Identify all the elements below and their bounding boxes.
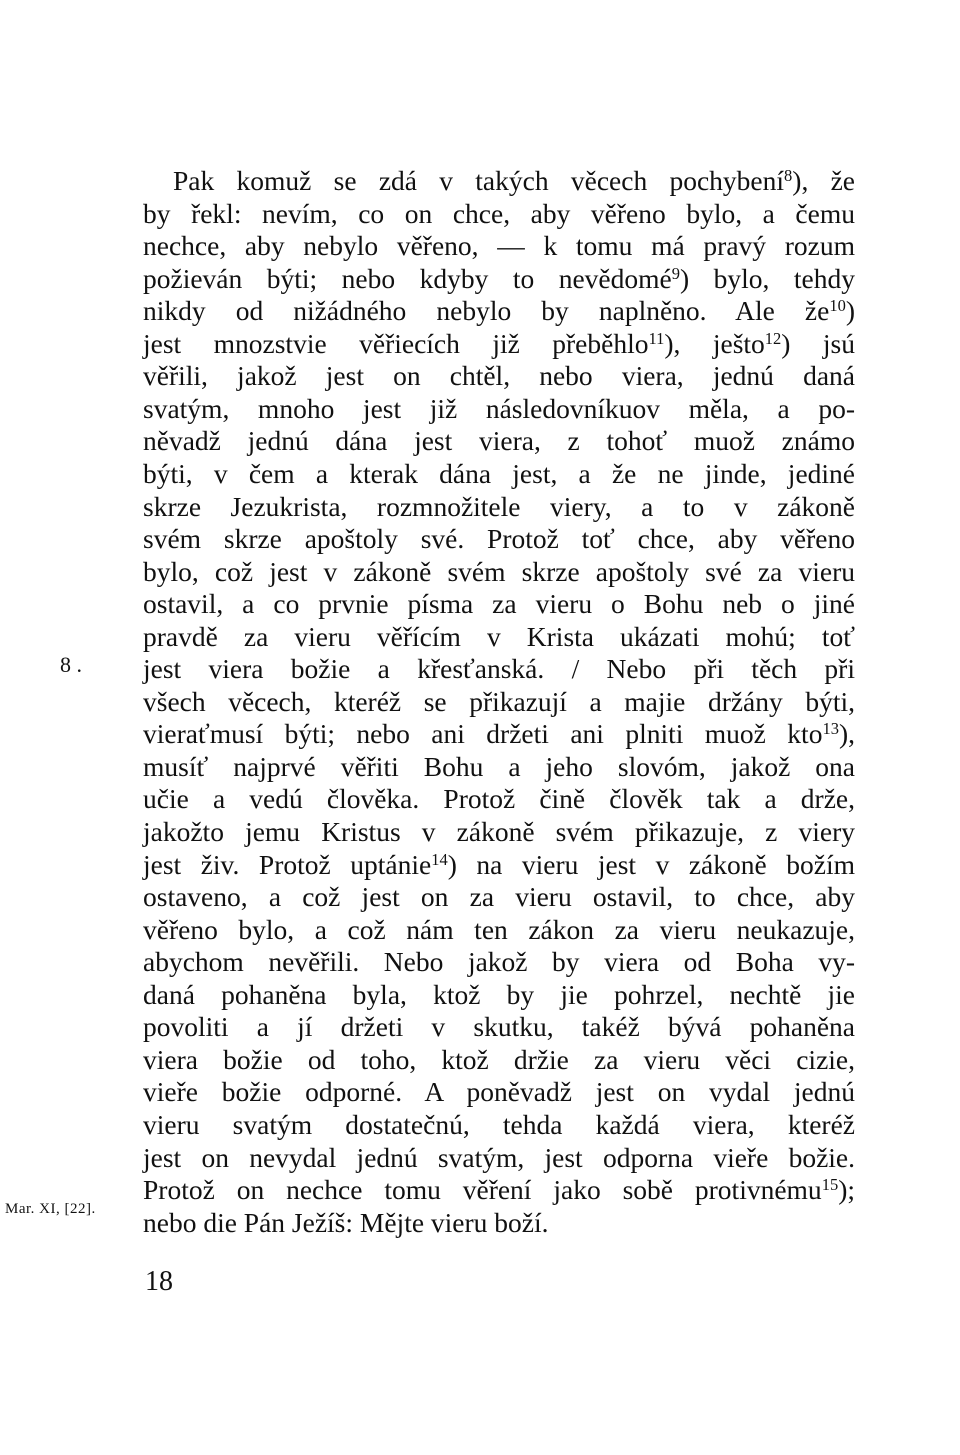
text-run: požieván býti; nebo kdyby to nevědomé (143, 262, 672, 294)
text-line (143, 750, 855, 784)
text-line (143, 262, 855, 296)
text-run: něvadž jednú dána jest viera, z tohoť muož známo (143, 425, 855, 457)
text-run: svatým, mnoho jest již následovníkuov měla, a po- (143, 392, 855, 424)
text-run: daná pohaněna byla, ktož by jie pohrzel, nechtě jie (143, 978, 855, 1010)
text-run: svém skrze apoštoly své. Protož toť chce, aby věřeno (143, 523, 855, 555)
text-line (143, 848, 855, 882)
text-run: vieře božie odporné. A poněvadž jest on vydal jednú (143, 1076, 855, 1108)
footnote-ref: 12 (764, 328, 782, 348)
text-run: by řekl: nevím, co on chce, aby věřeno bylo, a čemu (143, 197, 855, 229)
text-run: vieru svatým dostatečnú, tehda každá viera, kteréž (143, 1108, 855, 1140)
text-line (143, 359, 855, 393)
text-line (143, 815, 855, 849)
text-run: ); (838, 1174, 855, 1206)
text-line (143, 880, 855, 914)
text-run: ) bylo, tehdy (679, 262, 855, 294)
text-line (173, 164, 855, 198)
text-line (143, 197, 855, 231)
text-run: jest on nevydal jednú svatým, jest odporna vieře božie. (143, 1141, 855, 1173)
page-number: 18 (145, 1266, 173, 1297)
text-line (143, 652, 855, 686)
footnote-ref: 14 (431, 849, 448, 869)
text-run: musíť najprvé věřiti Bohu a jeho slovóm, jakož ona (143, 750, 855, 782)
text-line (143, 1043, 855, 1077)
text-run: ostavil, a co prvnie písma za vieru o Bohu neb o jiné (143, 588, 855, 620)
text-line (143, 782, 855, 816)
text-run: jest živ. Protož uptánie (143, 848, 432, 880)
text-run: skrze Jezukrista, rozmnožitele viery, a to v zákoně (143, 490, 855, 522)
text-line (143, 1141, 855, 1175)
text-line (143, 685, 855, 719)
text-line (143, 294, 855, 328)
text-line (143, 424, 855, 458)
footnote-ref: 15 (821, 1174, 839, 1194)
text-line (143, 620, 855, 654)
text-run: učie a vedú člověka. Protož čině člověk tak a drže, (143, 783, 855, 815)
text-line (143, 978, 855, 1012)
footnote-ref: 10 (829, 296, 846, 316)
text-run: Protož on nechce tomu věření jako sobě protivnému (143, 1174, 822, 1206)
text-line (143, 327, 855, 361)
margin-reference: Mar. XI, [22]. (5, 1201, 96, 1217)
text-line (143, 555, 855, 589)
text-run: nechce, aby nebylo věřeno, — k tomu má pravý rozum (143, 230, 855, 262)
footnote-ref: 13 (822, 719, 839, 739)
text-run: jest mnozstvie věřiecích již přeběhlo (143, 327, 649, 359)
text-run: jest viera božie a křesťanská. / Nebo při těch při (143, 653, 855, 685)
footnote-ref: 9 (671, 263, 680, 283)
text-run: ) (845, 295, 855, 327)
text-run: bylo, což jest v zákoně svém skrze apoštoly své za vieru (143, 555, 855, 587)
text-run: věřili, jakož jest on chtěl, nebo viera, jednú daná (143, 360, 855, 392)
text-run: ) na vieru jest v zákoně božím (447, 848, 855, 880)
text-run: povoliti a jí držeti v skutku, takéž bývá pohaněna (143, 1011, 855, 1043)
text-line (143, 229, 855, 263)
text-run: Pak komuž se zdá v takých věcech pochybení (173, 165, 785, 196)
text-run: ostaveno, a což jest on za vieru ostavil, to chce, aby (143, 881, 855, 913)
text-run: ), že (792, 165, 856, 196)
text-line (143, 522, 855, 556)
text-run: abychom nevěřili. Nebo jakož by viera od Boha vy- (143, 946, 855, 978)
text-line (143, 1108, 855, 1142)
text-line (143, 945, 855, 979)
text-run: nikdy od nižádného nebylo by naplněno. Ale že (143, 295, 830, 327)
text-run: jakožto jemu Kristus v zákoně svém přikazuje, z viery (143, 816, 855, 847)
text-run: věřeno bylo, a což nám ten zákon za vieru neukazuje, (143, 913, 855, 945)
text-line (143, 490, 855, 524)
text-run: vieraťmusí býti; nebo ani držeti ani plniti muož kto (143, 718, 823, 750)
text-line (143, 1173, 855, 1207)
text-run: nebo die Pán Ježíš: Mějte vieru boží. (143, 1206, 549, 1238)
text-run: býti, v čem a kterak dána jest, a že ne jinde, jediné (143, 457, 855, 489)
text-line (143, 1010, 855, 1044)
text-line (143, 1206, 855, 1240)
footnote-ref: 8 (784, 165, 793, 185)
text-line (143, 913, 855, 947)
text-run: pravdě za vieru věřícím v Krista ukázati mohú; toť (143, 620, 855, 652)
text-line (143, 1075, 855, 1109)
footnote-ref: 11 (648, 328, 665, 348)
text-line (143, 717, 855, 751)
text-run: ), (838, 718, 855, 750)
text-run: všech věcech, kteréž se přikazují a majie držány býti, (143, 685, 855, 717)
text-line (143, 457, 855, 491)
text-run: viera božie od toho, ktož držie za vieru věci cizie, (143, 1043, 855, 1075)
text-line (143, 587, 855, 621)
margin-verse-marker: 8 . (60, 652, 82, 677)
text-run: ) jsú (781, 327, 855, 359)
text-line (143, 392, 855, 426)
text-run: ), ješto (664, 327, 765, 359)
